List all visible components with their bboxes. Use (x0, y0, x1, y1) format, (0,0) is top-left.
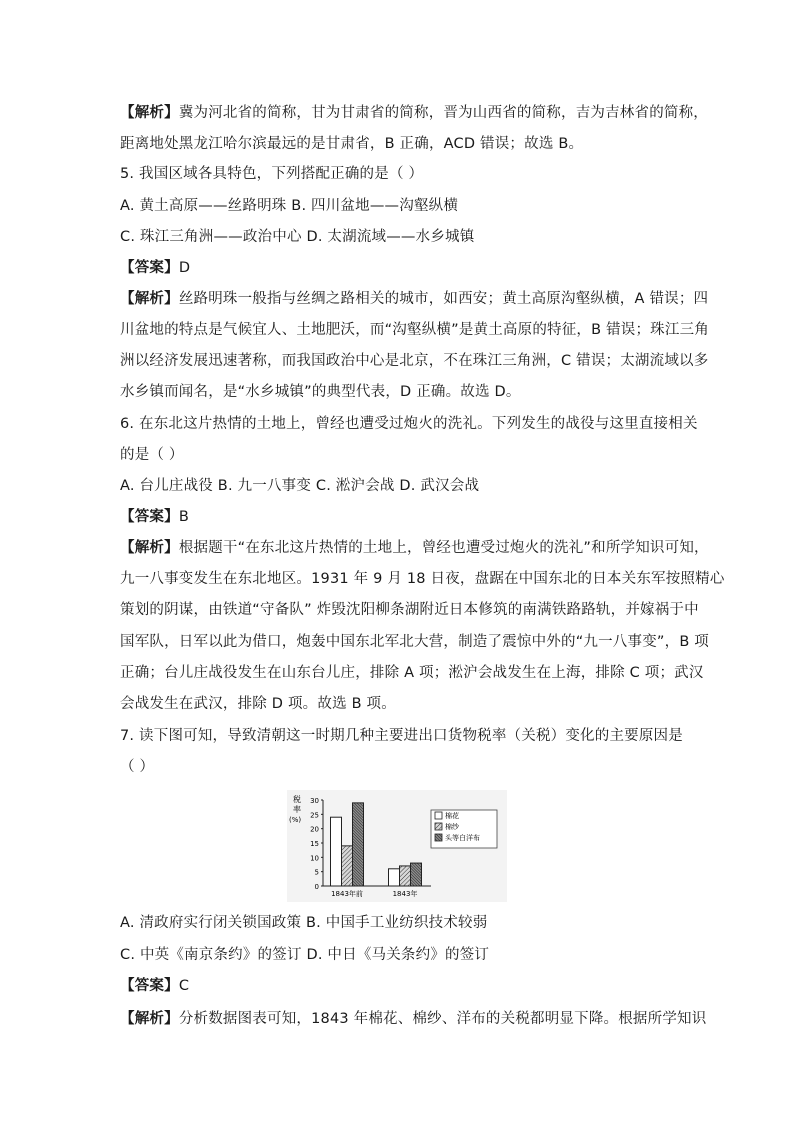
tariff-chart (287, 790, 507, 902)
line-text: （ ） (120, 759, 155, 775)
y-axis-label-part: 率 (293, 805, 301, 814)
y-tick-label: 15 (310, 840, 319, 848)
line-text: A. 黄土高原——丝路明珠 B. 四川盆地——沟壑纵横 (120, 198, 459, 214)
answer-line (120, 507, 189, 527)
text-line (120, 663, 704, 683)
line-text: 水乡镇而闻名，是“水乡城镇”的典型代表，D 正确。故选 D。 (120, 384, 521, 400)
bar-棉花 (331, 817, 342, 886)
answer-line (120, 258, 190, 278)
x-tick-label: 1843年 (392, 890, 418, 898)
line-text: A. 清政府实行闭关锁国政策 B. 中国手工业纺织技术较弱 (120, 915, 488, 931)
line-text: 国军队，日军以此为借口，炮轰中国东北军北大营，制造了震惊中外的“九一八事变”，B 项 (120, 634, 709, 650)
text-line (120, 1009, 706, 1029)
line-text: 丝路明珠一般指与丝绸之路相关的城市，如西安；黄土高原沟壑纵横，A 错误；四 (178, 291, 709, 307)
y-axis-label-part: (%) (289, 816, 302, 824)
answer-tag: 【答案】 (120, 509, 179, 525)
question-5-options-ab (120, 196, 458, 216)
line-text: 洲以经济发展迅速著称，而我国政治中心是北京，不在珠江三角洲，C 错误；太湖流域以多 (120, 353, 709, 369)
legend-label: 棉纱 (445, 823, 459, 831)
line-text: 6. 在东北这片热情的土地上，曾经也遭受过炮火的洗礼。下列发生的战役与这里直接相关 (120, 416, 698, 432)
question-7-options-cd (120, 945, 489, 965)
bar-头等白洋布 (353, 803, 364, 886)
x-tick-label: 1843年前 (331, 890, 363, 898)
line-text: 策划的阴谋，由铁道“守备队” 炸毁沈阳柳条湖附近日本修筑的南满铁路路轨，并嫁祸于中 (120, 602, 699, 618)
line-text: 5. 我国区域各具特色，下列搭配正确的是（ ） (120, 166, 424, 182)
answer-value: C (178, 978, 190, 994)
question-7-stem (120, 726, 683, 746)
line-text: C. 中英《南京条约》的签订 D. 中日《马关条约》的签订 (120, 947, 490, 963)
line-text: A. 台儿庄战役 B. 九一八事变 C. 淞沪会战 D. 武汉会战 (120, 478, 480, 494)
analysis-tag: 【解析】 (120, 105, 179, 121)
line-text: 正确；台儿庄战役发生在山东台儿庄，排除 A 项；淞沪会战发生在上海，排除 C 项；武汉 (120, 665, 704, 681)
legend-swatch (435, 823, 442, 830)
text-line (120, 632, 709, 652)
legend-label: 头等白洋布 (445, 834, 480, 842)
answer-value: B (178, 509, 189, 525)
line-text: 川盆地的特点是气候宜人、土地肥沃，而“沟壑纵横”是黄土高原的特征，B 错误；珠江三角 (120, 322, 709, 338)
line-text: 根据题干“在东北这片热情的土地上，曾经也遭受过炮火的洗礼”和所学知识可知， (178, 540, 709, 556)
answer-tag: 【答案】 (120, 978, 179, 994)
text-line (120, 757, 154, 777)
legend-swatch (435, 812, 442, 819)
text-line (120, 320, 709, 340)
line-text: C. 珠江三角洲——政治中心 D. 太湖流域——水乡城镇 (120, 229, 475, 245)
legend-swatch (435, 834, 442, 841)
line-text: 冀为河北省的简称，甘为甘肃省的简称，晋为山西省的简称，吉为吉林省的简称， (178, 105, 709, 121)
text-line (120, 600, 699, 620)
line-text: 距离地处黑龙江哈尔滨最远的是甘肃省，B 正确，ACD 错误；故选 B。 (120, 136, 584, 152)
tariff-chart-svg (287, 790, 507, 902)
question-6-stem (120, 414, 698, 434)
y-tick-label: 0 (314, 883, 319, 891)
y-tick-label: 25 (310, 811, 319, 820)
y-tick-label: 5 (314, 868, 319, 877)
text-line (120, 694, 396, 714)
y-axis-label-part: 税 (293, 795, 301, 804)
analysis-tag: 【解析】 (120, 540, 179, 556)
question-6-options (120, 476, 479, 496)
bar-棉纱 (400, 866, 411, 886)
y-tick-label: 20 (310, 825, 319, 834)
answer-tag: 【答案】 (120, 260, 179, 276)
line-text: 分析数据图表可知，1843 年棉花、棉纱、洋布的关税都明显下降。根据所学知识 (178, 1011, 707, 1027)
bar-头等白洋布 (411, 863, 422, 886)
analysis-tag: 【解析】 (120, 291, 179, 307)
text-line (120, 569, 725, 589)
text-line (120, 382, 521, 402)
bar-棉花 (389, 869, 400, 886)
answer-value: D (178, 260, 191, 276)
text-line (120, 103, 708, 123)
text-line (120, 134, 583, 154)
y-tick-label: 30 (310, 797, 319, 805)
answer-line (120, 976, 189, 996)
analysis-tag: 【解析】 (120, 1011, 179, 1027)
question-5-stem (120, 164, 423, 184)
line-text: 九一八事变发生在东北地区。1931 年 9 月 18 日夜，盘踞在中国东北的日本关东军按照精心 (120, 571, 725, 587)
question-7-options-ab (120, 913, 487, 933)
line-text: 会战发生在武汉，排除 D 项。故选 B 项。 (120, 696, 396, 712)
text-line (120, 289, 708, 309)
text-line (120, 538, 709, 558)
legend-label: 棉花 (445, 812, 459, 820)
line-text: 的是（ ） (120, 447, 184, 463)
line-text: 7. 读下图可知，导致清朝这一时期几种主要进出口货物税率（关税）变化的主要原因是 (120, 728, 683, 744)
y-tick-label: 10 (310, 854, 319, 863)
text-line (120, 445, 184, 465)
bar-棉纱 (342, 846, 353, 886)
question-5-options-cd (120, 227, 474, 247)
text-line (120, 351, 708, 371)
